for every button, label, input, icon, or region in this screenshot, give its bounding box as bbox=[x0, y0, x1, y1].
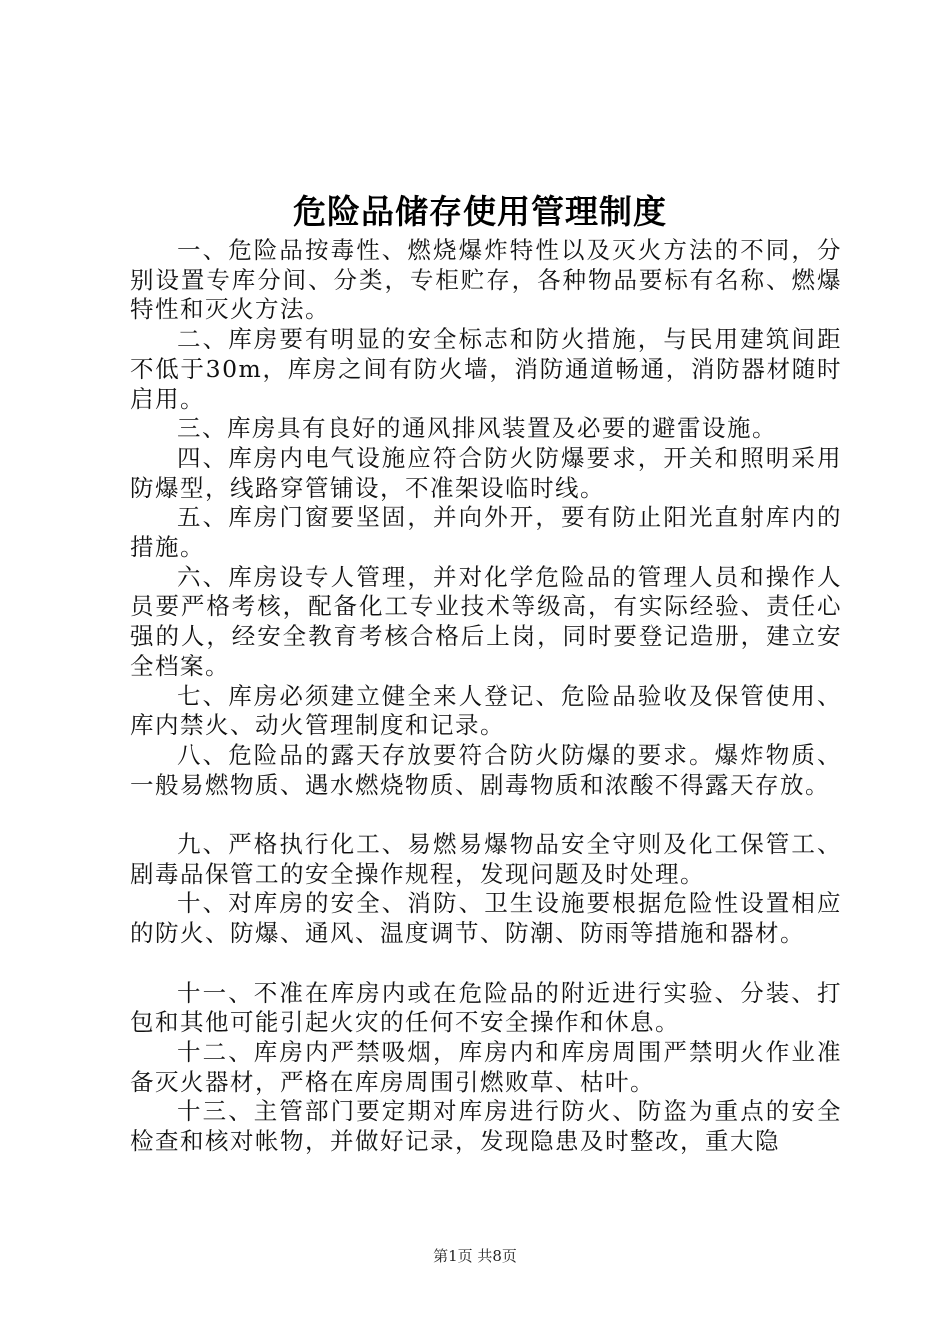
document-body bbox=[130, 236, 842, 1157]
paragraph-6: 六、库房设专人管理，并对化学危险品的管理人员和操作人员要严格考核，配备化工专业技术等级高，有实际经验、责任心强的人，经安全教育考核合格后上岗，同时要登记造册，建立安全档案。 bbox=[130, 562, 842, 680]
paragraph-9: 九、严格执行化工、易燃易爆物品安全守则及化工保管工、剧毒品保管工的安全操作规程，发现问题及时处理。 bbox=[130, 830, 842, 888]
page-number-footer: 第1页 共8页 bbox=[433, 1247, 517, 1265]
paragraph-13: 十三、主管部门要定期对库房进行防火、防盗为重点的安全检查和核对帐物，并做好记录，发现隐患及时整改，重大隐 bbox=[130, 1097, 842, 1156]
paragraph-5: 五、库房门窗要坚固，并向外开，要有防止阳光直射库内的措施。 bbox=[130, 503, 842, 562]
paragraph-3: 三、库房具有良好的通风排风装置及必要的避雷设施。 bbox=[177, 414, 777, 443]
paragraph-10: 十、对库房的安全、消防、卫生设施要根据危险性设置相应的防火、防爆、通风、温度调节、防潮、防雨等措施和器材。 bbox=[130, 889, 842, 948]
document-title: 危险品储存使用管理制度 bbox=[293, 192, 667, 231]
paragraph-4: 四、库房内电气设施应符合防火防爆要求，开关和照明采用防爆型，线路穿管铺设，不准架设临时线。 bbox=[130, 443, 842, 502]
paragraph-11: 十一、不准在库房内或在危险品的附近进行实验、分装、打包和其他可能引起火灾的任何不安全操作和休息。 bbox=[130, 978, 842, 1037]
paragraph-8: 八、危险品的露天存放要符合防火防爆的要求。爆炸物质、一般易燃物质、遇水燃烧物质、剧毒物质和浓酸不得露天存放。 bbox=[130, 740, 842, 799]
paragraph-7: 七、库房必须建立健全来人登记、危险品验收及保管使用、库内禁火、动火管理制度和记录。 bbox=[130, 681, 842, 740]
paragraph-2: 二、库房要有明显的安全标志和防火措施，与民用建筑间距不低于30m，库房之间有防火墙，消防通道畅通，消防器材随时启用。 bbox=[130, 325, 842, 413]
paragraph-12: 十二、库房内严禁吸烟，库房内和库房周围严禁明火作业准备灭火器材，严格在库房周围引燃败草、枯叶。 bbox=[130, 1037, 842, 1096]
paragraph-1: 一、危险品按毒性、燃烧爆炸特性以及灭火方法的不同，分别设置专库分间、分类，专柜贮存，各种物品要标有名称、燃爆特性和灭火方法。 bbox=[130, 236, 842, 324]
